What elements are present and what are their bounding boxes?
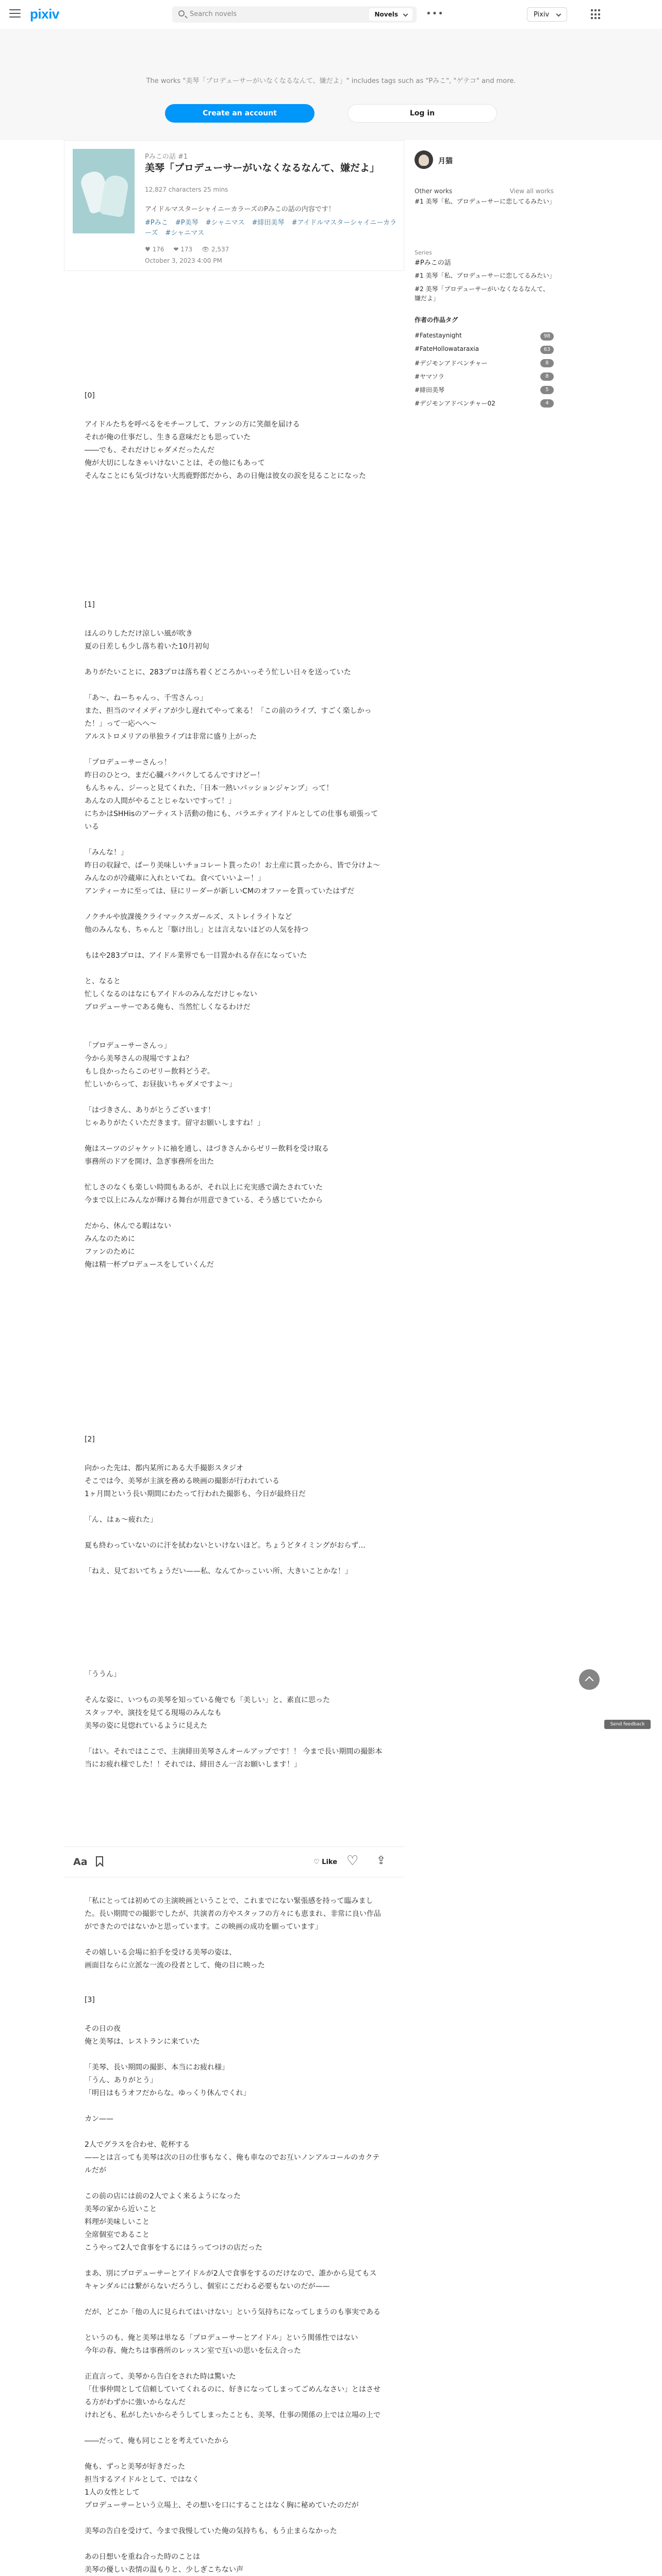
author-tag-item[interactable] <box>415 372 554 382</box>
series-entry[interactable]: #1 美琴「私、プロデューサーに恋してるみたい」 <box>415 272 556 279</box>
scroll-to-top-button[interactable] <box>579 1669 600 1690</box>
work-stats <box>145 246 236 253</box>
series-entry[interactable]: #2 美琴「プロデューサーがいなくなるなんて、嫌だよ」 <box>415 285 549 302</box>
tag-count-badge: 4 <box>540 399 554 408</box>
share-icon[interactable]: ⇪ <box>376 1854 386 1867</box>
novel-paragraph: 向かった先は、都内某所にある大手撮影スタジオ そこでは今、美琴が主演を務める映画の撮影が行われている 1ヶ月間という長い期間にわたって行われた撮影も、今日が最終日だ 「ん、はぁ〜疲れた」 夏も終わっていないのに汗を拭わないといけないほど。ちょうどタイミングがおらず... 「ねえ、見ておいてちょうだい——私、なんてかっこいい所、大きいことかな！」 <box>85 1464 366 1575</box>
novel-paragraph: アイドルたちを呼べるをモチーフして、ファンの方に笑顔を届ける それが俺の仕事だし、生きる意味だとも思っていた ――でも、それだけじゃダメだったんだ 俺が大切にしなきゃいけないことは、その他にもあって そんなことにも気づけない大馬鹿野郎だから、あの日俺は彼女の涙を見ることになった <box>85 420 366 480</box>
author-tag-list <box>415 332 554 412</box>
bookmark-marker-icon[interactable] <box>96 1856 103 1867</box>
cover-image[interactable] <box>73 149 135 233</box>
more-options-icon[interactable]: ••• <box>426 8 444 19</box>
view-all-works-link[interactable]: View all works <box>509 188 554 195</box>
novel-paragraph: ほんのりしただけ涼しい風が吹き 夏の日差しも少し落ち着いた10月初旬 ありがたいことに、283プロは落ち着くどころかいっそう忙しい日々を送っていた 「あ〜、ねーちゃんっ、千雪さんっ」 また、担当のマイメディアが少し遅れてやって来る！「この前のライブ、すごく楽しかった！」って一応へへ〜 アルストロメリアの単独ライブは非常に盛り上がった 「プロデューサーさんっ！ 昨日のひとつ、まだ心臓バクバクしてるんですけどー！ もんちゃん、ジーっと見てくれた、「日本一熱いパッションジャンプ」って！ あんなの人間がやることじゃないですって！」 にちかはSHHisのアーティスト活動の他にも、バラエティアイドルとしての仕事も頑張っている 「みんな！」 昨日の収録で、ぱーり美味しいチョコレート貰ったの！お土産に貰ったから、皆で分けよ〜 みんなのが冷蔵庫に入れといてね。食べていいよー！」 アンティーカに至っては、昼にリーダーが新しいCMのオファーを貰っていたはずだ ノクチルや放課後クライマックスガールズ、ストレイライトなど 他のみんなも、ちゃんと「駆け出し」とは言えないほどの人気を持つ もはや283プロは、アイドル業界でも一目置かれる存在になっていた と、なると 忙しくなるのはなにもアイドルのみんなだけじゃない プロデューサーである俺も、当然忙しくなるわけだ 「プロデューサーさんっ」 今から美琴さんの現場ですよね？ もし良かったらこのゼリー飲料どうぞ。 忙しいからって、お昼抜いちゃダメですよ〜」 「はづきさん、ありがとうございます！ じゃありがたくいただきます。留守お願いしますね！」 俺はスーツのジャケットに袖を通し、はづきさんからゼリー飲料を受け取る 事務所のドアを開け、急ぎ事務所を出た 忙しさのなくも楽しい時間もあるが、それ以上に充実感で満たされていた 今まで以上にみんなが輝ける舞台が用意できている、そう感じていたから だから、休んでる暇はない みんなのために ファンのために 俺は精一杯プロデュースをしていくんだ <box>85 630 380 1269</box>
publish-date: October 3, 2023 4:00 PM <box>145 257 222 264</box>
chapter-heading: [0] <box>85 392 95 400</box>
tag-link[interactable]: #シャニマス <box>165 229 205 237</box>
series-box <box>415 249 554 303</box>
chapter-heading: [3] <box>85 1996 95 2004</box>
heart-icon[interactable]: ♡ <box>346 1853 359 1869</box>
view-count: 👁 2,537 <box>201 246 229 253</box>
work-title: 美琴「プロデューサーがいなくなるなんて、嫌だよ」 <box>145 162 380 174</box>
tag-name: #Fatestaynight <box>415 332 462 339</box>
author-tag-item[interactable] <box>415 399 554 409</box>
other-works-heading: Other works <box>415 188 453 195</box>
like-button[interactable]: ♡ Like <box>313 1858 338 1866</box>
app-grid-icon[interactable] <box>591 9 601 20</box>
series-name[interactable]: #Pみこの話 <box>415 259 451 267</box>
search-input[interactable]: Search novels <box>190 10 237 18</box>
signup-promo <box>0 29 662 140</box>
series-label[interactable]: Pみこの話 #1 <box>145 153 188 161</box>
tag-name: #緋田美琴 <box>415 386 445 394</box>
top-navigation-bar <box>0 0 662 29</box>
search-scope-dropdown[interactable]: Novels <box>369 8 412 21</box>
promo-text: The works "美琴「プロデューサーがいなくなるなんて、嫌だよ」" includes tags such as "Pみこ", "ゲテコ" and more. <box>146 77 516 85</box>
author-name[interactable]: 月猫 <box>438 157 453 165</box>
author-tags-heading: 作者の作品タグ <box>415 316 458 324</box>
tag-link[interactable]: #緋田美琴 <box>252 219 285 227</box>
author-tag-item[interactable] <box>415 359 554 369</box>
tag-count-badge: 63 <box>540 346 554 354</box>
search-box[interactable] <box>172 6 417 23</box>
novel-paragraph: 「私にとっては初めての主演映画ということで、これまでにない緊張感を持って臨みました。長い期間での撮影でしたが、共演者の方やスタッフの方々にも恵まれ、非常に良い作品ができたのではないかと思っています。この映画の成功を願っています」 その嬉しいる会場に拍手を受ける美琴の姿は、 画面目ならに立派な一流の役者として、俺の目に映った <box>85 1897 381 1970</box>
novel-paragraph: 「ううん」 そんな姿に、いつもの美琴を知っている俺でも「美しい」と、素直に思った スタッフや、演技を見てる現場のみんなも 美琴の姿に見惚れているように見えた 「はい。それではここで、主演緋田美琴さんオールアップです！！ 今まで長い期間の撮影本当にお疲れ様でした！！それでは、緋田さん一言お願いします！」 <box>85 1670 383 1769</box>
chapter-heading: [2] <box>85 1435 95 1444</box>
novel-paragraph: その日の夜 俺と美琴は、レストランに来ていた 「美琴、長い期間の撮影、本当にお疲れ様」 「うん、ありがとう」 「明日はもうオフだからな。ゆっくり休んでくれ」 カン—— 2人でグラスを合わせ、乾杯する ——とは言っても美琴は次の日の仕事もなく、俺も車なのでお互いノンアルコールのカクテルだが この前の店には前の2人でよく来るようになった 美琴の家から近いこと 料理が美味しいこと 全席個室であること こうやって2人で食事をするにはうってつけの店だった まあ、別にプロデューサーとアイドルが2人で食事をするのだけなので、誰かから見てもスキャンダルには繋がらないだろうし、個室にこだわる必要もないのだが—— だが、どこか「他の人に見られてはいけない」という気持ちになってしまうのも事実である というのも、俺と美琴は単なる「プロデューサーとアイドル」という関係性ではない 今年の春、俺たちは事務所のレッスン室で互いの思いを伝え合った 正直言って、美琴から告白をされた時は驚いた 「仕事仲間として信頼していてくれるのに、好きになってしまってごめんなさい」とはさせる方がわずかに強いからなんだ けれども、私がしたいからそうしてしまったことも、美琴、仕事の関係の上では立場の上で ――だって、俺も同じことを考えていたから 俺も、ずっと美琴が好きだった 担当するアイドルとして、ではなく 1人の女性として プロデューサーという立場上、その想いを口にすることはなく胸に秘めていたのだが 美琴の告白を受けて、今まで我慢していた俺の気持ちも、もう止まらなかった あの日想いを重ね合った時のことは 美琴の優しい表情の温もりと、少しぎこちない声 <box>85 2025 380 2574</box>
menu-icon[interactable] <box>9 9 21 19</box>
search-icon <box>178 10 185 16</box>
author-tag-item[interactable] <box>415 385 554 396</box>
tag-link[interactable]: #Pみこ <box>145 219 168 227</box>
avatar[interactable] <box>415 150 433 169</box>
language-dropdown[interactable]: Pixiv <box>527 7 567 22</box>
tag-link[interactable]: #P美琴 <box>175 219 198 227</box>
tag-name: #ヤマソラ <box>415 373 444 380</box>
tag-count-badge: 8 <box>540 359 554 367</box>
tag-count-badge: 5 <box>540 386 554 394</box>
other-work-item[interactable]: #1 美琴「私、プロデューサーに恋してるみたい」 <box>415 198 556 205</box>
like-count: ♥ 176 <box>145 246 164 253</box>
pixiv-logo[interactable]: pixiv <box>30 6 59 22</box>
chapter-heading: [1] <box>85 601 95 609</box>
series-section-label: Series <box>415 249 432 256</box>
tag-count-badge: 98 <box>540 332 554 341</box>
author-tag-item[interactable] <box>415 345 554 355</box>
author-tag-item[interactable] <box>415 332 554 342</box>
novel-main-column <box>64 140 404 2576</box>
feedback-button[interactable]: Send feedback <box>604 1720 651 1729</box>
bookmark-count: ❤ 173 <box>173 246 193 253</box>
tag-count-badge: 8 <box>540 372 554 381</box>
tag-name: #デジモンアドベンチャー02 <box>415 400 495 407</box>
login-button[interactable]: Log in <box>347 104 497 123</box>
tag-name: #デジモンアドベンチャー <box>415 360 488 367</box>
work-header-card <box>64 140 404 271</box>
tag-name: #FateHollowataraxia <box>415 345 479 352</box>
create-account-button[interactable]: Create an account <box>165 104 315 123</box>
tag-link[interactable]: #シャニマス <box>205 219 245 227</box>
tag-list <box>145 218 398 239</box>
character-count: 12,827 characters 25 mins <box>145 186 228 193</box>
reader-action-bar <box>64 1846 404 1877</box>
tag-link[interactable]: #アイドルマスターシャイニーカラーズ <box>145 219 397 237</box>
work-caption: アイドルマスターシャイニーカラーズのPみこの話の内容です！ <box>145 206 335 213</box>
author-profile[interactable] <box>415 150 554 171</box>
text-settings-button[interactable]: Aa <box>73 1856 88 1868</box>
